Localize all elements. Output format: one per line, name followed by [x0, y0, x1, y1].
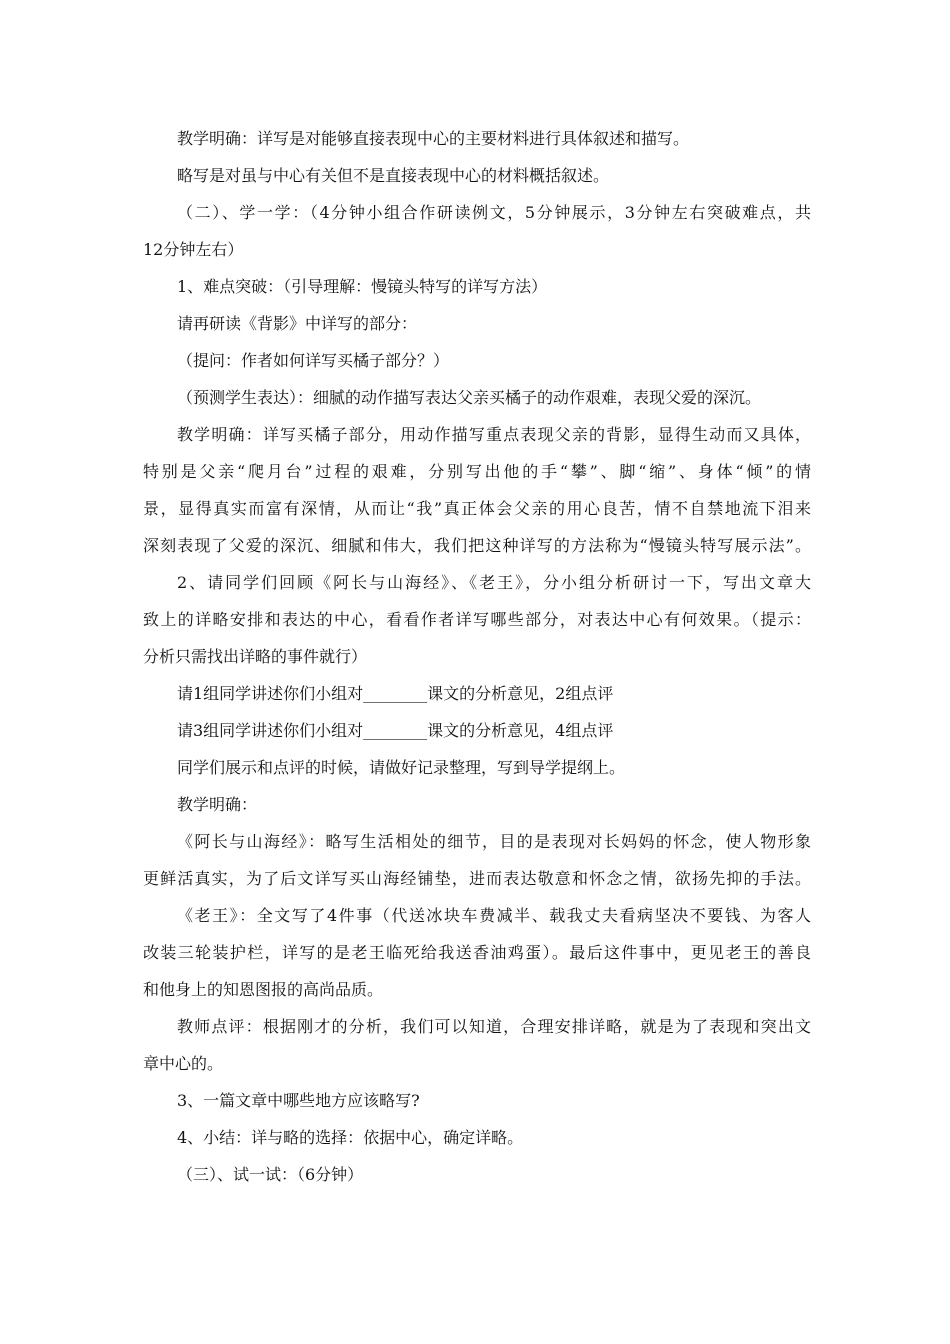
- paragraph-line: 更鲜活真实，为了后文详写买山海经铺垫，进而表达敬意和怀念之情，欲扬先抑的手法。: [143, 869, 811, 888]
- paragraph-line: 3、一篇文章中哪些地方应该略写?: [177, 1091, 420, 1110]
- paragraph-line: 教学明确：详写买橘子部分，用动作描写重点表现父亲的背影，显得生动而又具体，: [177, 425, 811, 444]
- paragraph-line: 改装三轮装护栏，详写的是老王临死给我送香油鸡蛋）。最后这件事中，更见老王的善良: [143, 943, 811, 962]
- paragraph-line: 分析只需找出详略的事件就行）: [143, 647, 368, 666]
- paragraph-line: 1、难点突破：（引导理解：慢镜头特写的详写方法）: [177, 277, 548, 296]
- section-heading-line: （二）、学一学：（4分钟小组合作研读例文，5分钟展示，3分钟左右突破难点，共: [177, 203, 811, 222]
- paragraph-line: 《阿长与山海经》：略写生活相处的细节，目的是表现对长妈妈的怀念，使人物形象: [177, 832, 811, 851]
- paragraph-line: （提问：作者如何详写买橘子部分？）: [177, 351, 450, 370]
- paragraph-line: 《老王》：全文写了4件事（代送冰块车费减半、载我丈夫看病坚决不要钱、为客人: [177, 906, 811, 925]
- paragraph-line: （预测学生表达）：细腻的动作描写表达父亲买橘子的动作艰难，表现父爱的深沉。: [177, 388, 762, 407]
- paragraph-line: 和他身上的知恩图报的高尚品质。: [143, 980, 384, 999]
- paragraph-line: 教学明确：: [177, 795, 258, 814]
- paragraph-line: 教师点评：根据刚才的分析，我们可以知道，合理安排详略，就是为了表现和突出文: [177, 1017, 811, 1036]
- paragraph-line: 同学们展示和点评的时候，请做好记录整理，写到导学提纲上。: [177, 758, 626, 777]
- paragraph-line: 教学明确：详写是对能够直接表现中心的主要材料进行具体叙述和描写。: [177, 129, 690, 148]
- paragraph-line: 4、小结：详与略的选择：依据中心，确定详略。: [177, 1128, 524, 1147]
- paragraph-line: 12分钟左右）: [143, 240, 244, 259]
- paragraph-line: 请3组同学讲述你们小组对________课文的分析意见，4组点评: [177, 721, 614, 740]
- paragraph-line: 请1组同学讲述你们小组对________课文的分析意见，2组点评: [177, 684, 614, 703]
- paragraph-line: 致上的详略安排和表达的中心，看看作者详写哪些部分，对表达中心有何效果。（提示：: [143, 610, 811, 629]
- paragraph-line: 章中心的。: [143, 1054, 224, 1073]
- paragraph-line: 特别是父亲“爬月台”过程的艰难，分别写出他的手“攀”、脚“缩”、身体“倾”的情: [143, 462, 811, 481]
- paragraph-line: 深刻表现了父爱的深沉、细腻和伟大，我们把这种详写的方法称为“慢镜头特写展示法”。: [143, 536, 811, 555]
- document-body: [143, 120, 811, 1193]
- section-heading-line: （三）、试一试：（6分钟）: [177, 1165, 364, 1184]
- paragraph-line: 景，显得真实而富有深情，从而让“我”真正体会父亲的用心良苦，情不自禁地流下泪来: [143, 499, 811, 518]
- paragraph-line: 2、请同学们回顾《阿长与山海经》、《老王》，分小组分析研讨一下，写出文章大: [177, 573, 811, 592]
- paragraph-line: 请再研读《背影》中详写的部分：: [177, 314, 418, 333]
- paragraph-line: 略写是对虽与中心有关但不是直接表现中心的材料概括叙述。: [177, 166, 610, 185]
